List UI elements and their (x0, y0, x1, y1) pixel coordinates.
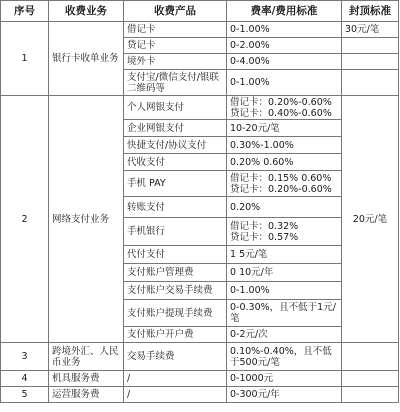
row-rate: 0-1000元 (227, 371, 342, 387)
row-cap-empty (342, 343, 399, 371)
row-rate: 0.20% (227, 197, 342, 218)
row-rate: 1 5元/笔 (227, 246, 342, 264)
row-product: / (124, 387, 227, 403)
row-cap-empty (342, 371, 399, 387)
row-cap-empty (342, 387, 399, 403)
table-row (1, 96, 399, 120)
header-product: 收费产品 (124, 1, 227, 22)
row-cap-empty (342, 54, 399, 70)
row-cap-empty (342, 38, 399, 54)
row-rate: 借记卡：0.20%-0.60% 贷记卡：0.40%-0.60% (227, 96, 342, 120)
row-business: 跨境外汇、人民币业务 (49, 343, 124, 371)
row-product: 手机银行 (124, 218, 227, 246)
row-rate: 0-1.00% (227, 70, 342, 96)
row-no: 5 (1, 387, 49, 403)
row-rate: 0-1.00% (227, 282, 342, 300)
row-business: 银行卡收单业务 (49, 22, 124, 96)
row-cap-empty (342, 70, 399, 96)
row-product: 支付账户开户费 (124, 327, 227, 343)
row-product: 支付账户提现手续费 (124, 300, 227, 327)
row-rate: 0.30%-1.00% (227, 137, 342, 154)
row-product: 代付支付 (124, 246, 227, 264)
row-product: 借记卡 (124, 22, 227, 38)
row-product: 贷记卡 (124, 38, 227, 54)
row-product: 支付账户交易手续费 (124, 282, 227, 300)
row-rate: 0 10元/年 (227, 264, 342, 282)
row-product: 转账支付 (124, 197, 227, 218)
row-no: 3 (1, 343, 49, 371)
row-product: 交易手续费 (124, 343, 227, 371)
row-rate: 0-300元/年 (227, 387, 342, 403)
row-cap: 20元/笔 (342, 96, 399, 343)
row-product: / (124, 371, 227, 387)
row-product: 代收支付 (124, 154, 227, 171)
header-no: 序号 (1, 1, 49, 22)
row-business: 网络支付业务 (49, 96, 124, 343)
row-product: 企业网银支付 (124, 120, 227, 137)
row-product: 支付宝/微信支付/银联二维码等 (124, 70, 227, 96)
row-rate: 0-1.00% (227, 22, 342, 38)
row-rate: 借记卡：0.15% 0.60% 贷记卡：0.20%-0.60% (227, 171, 342, 197)
row-rate: 0-2元/次 (227, 327, 342, 343)
row-rate: 0-0.30%，且不低于1元/笔 (227, 300, 342, 327)
header-row (1, 1, 399, 22)
table-row (1, 387, 399, 403)
row-product: 手机 PAY (124, 171, 227, 197)
row-rate: 10-20元/笔 (227, 120, 342, 137)
row-cap: 30元/笔 (342, 22, 399, 38)
row-no: 4 (1, 371, 49, 387)
row-rate: 0.20% 0.60% (227, 154, 342, 171)
row-rate: 0-2.00% (227, 38, 342, 54)
header-cap: 封顶标准 (342, 1, 399, 22)
row-rate: 0-4.00% (227, 54, 342, 70)
row-rate: 借记卡：0.32% 贷记卡：0.57% (227, 218, 342, 246)
row-product: 境外卡 (124, 54, 227, 70)
header-rate: 费率/费用标准 (227, 1, 342, 22)
table-row (1, 371, 399, 387)
row-product: 支付账户管理费 (124, 264, 227, 282)
row-business: 机具服务费 (49, 371, 124, 387)
header-business: 收费业务 (49, 1, 124, 22)
row-no: 1 (1, 22, 49, 96)
row-product: 快捷支付/协议支付 (124, 137, 227, 154)
table-row (1, 22, 399, 38)
row-business: 运营服务费 (49, 387, 124, 403)
row-rate: 0.10%-0.40%，且不低于500元/笔 (227, 343, 342, 371)
table-row (1, 343, 399, 371)
row-product: 个人网银支付 (124, 96, 227, 120)
row-no: 2 (1, 96, 49, 343)
